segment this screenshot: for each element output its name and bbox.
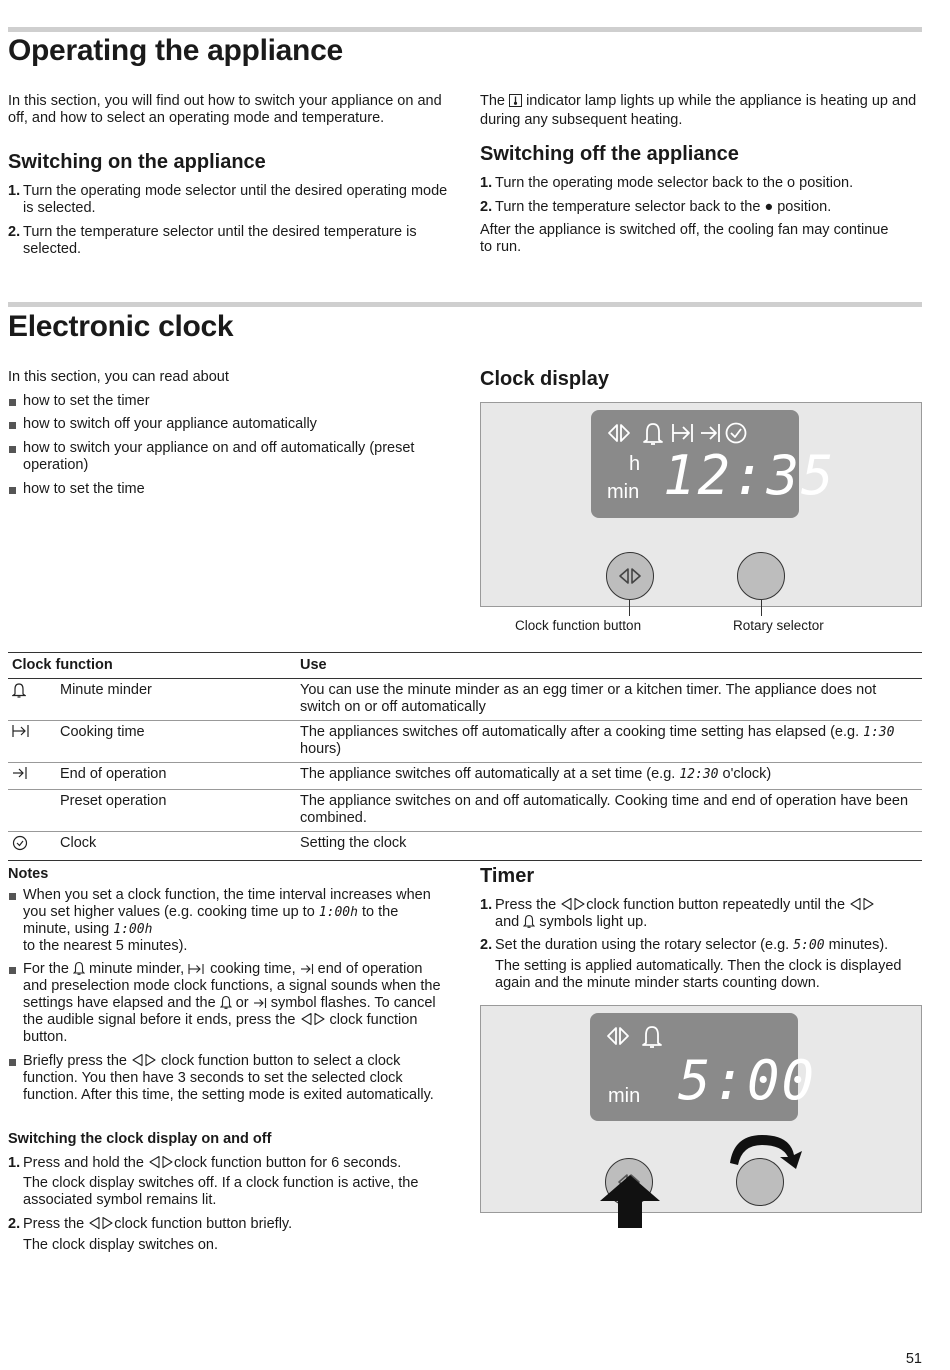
- end-operation-icon: [253, 997, 267, 1009]
- step-text: minutes).: [828, 937, 889, 953]
- bell-icon: [8, 679, 56, 721]
- function-name: Clock: [56, 832, 296, 861]
- on-step-2: [8, 224, 452, 258]
- step-text: Set the duration using the rotary selector (e.g.: [495, 937, 790, 953]
- step-text: Turn the operating mode selector until the desired operating mode is selected.: [23, 183, 448, 216]
- note-text: Briefly press the: [23, 1053, 127, 1069]
- step-text: clock function button repeatedly until the: [586, 897, 846, 913]
- lcd-value: 12:30: [679, 767, 719, 782]
- hours-label: h: [629, 453, 641, 475]
- bullet-item: [8, 481, 448, 498]
- bullet-marker: [9, 893, 16, 900]
- indicator-text-pre: The: [480, 93, 505, 109]
- press-arrow-icon: [598, 1173, 662, 1229]
- bullet-item: [8, 393, 448, 410]
- end-operation-icon: [300, 963, 314, 975]
- step-text: clock function button briefly.: [114, 1216, 293, 1232]
- indicator-text-post: indicator lamp lights up while the appliance is heating up and during any subsequent heating.: [480, 93, 917, 128]
- step-text: Turn the operating mode selector back to the o position.: [495, 175, 854, 191]
- notes-heading: Notes: [8, 866, 49, 882]
- switch-step-1: [8, 1155, 448, 1172]
- caption-rotary-selector: Rotary selector: [733, 618, 824, 633]
- bell-icon: [73, 961, 85, 975]
- table-row: [8, 721, 922, 763]
- header-clock-function: Clock function: [8, 653, 296, 679]
- note-text: For the: [23, 961, 69, 977]
- clock-intro: In this section, you can read about: [8, 369, 229, 385]
- table-row: [8, 790, 922, 832]
- bullet-marker: [9, 487, 16, 494]
- clock-function-icon: [88, 1216, 114, 1230]
- minutes-label: min: [608, 1085, 641, 1107]
- caption-clock-function-button: Clock function button: [515, 618, 642, 633]
- timer-display-panel: [480, 1005, 922, 1213]
- switch-step-1-note: The clock display switches off. If a clock function is active, the associated symbol remains lit.: [23, 1175, 419, 1208]
- clock-function-table: [8, 652, 922, 861]
- step-number: 2.: [480, 937, 493, 953]
- clock-icon: [8, 832, 56, 861]
- switch-step-2: [8, 1216, 448, 1233]
- bell-icon: [220, 995, 232, 1009]
- table-header-row: [8, 653, 922, 679]
- function-name: Minute minder: [56, 679, 296, 721]
- step-text: clock function button for 6 seconds.: [173, 1155, 402, 1171]
- off-step-2: [480, 199, 920, 216]
- bullet-text: how to set the time: [23, 481, 145, 497]
- lcd-value: 1:30: [863, 725, 895, 740]
- clock-function-icon: [300, 1012, 326, 1026]
- bullet-marker: [9, 399, 16, 406]
- time-readout: 12:35: [663, 444, 836, 507]
- clock-display-panel: [480, 402, 922, 607]
- bullet-marker: [9, 422, 16, 429]
- step-text: Press the: [495, 897, 557, 913]
- switch-step-2-note: The clock display switches on.: [23, 1237, 219, 1253]
- function-use: [296, 763, 922, 790]
- function-name: Preset operation: [56, 790, 296, 832]
- lcd-value: 1:00h: [318, 905, 358, 920]
- function-name: Cooking time: [56, 721, 296, 763]
- note-text: clock function button.: [23, 1012, 418, 1045]
- clock-function-icon: [131, 1053, 157, 1067]
- rotate-arrow-icon: [716, 1125, 808, 1169]
- timer-step-2-note: The setting is applied automatically. Then the clock is displayed again and the minute minder starts counting down.: [495, 958, 902, 991]
- empty-icon-cell: [8, 790, 56, 832]
- clock-display-heading: Clock display: [480, 368, 609, 390]
- timer-screen: [590, 1013, 817, 1121]
- step-text: symbols light up.: [539, 914, 648, 930]
- off-step-1: [480, 175, 920, 192]
- step-text: Turn the temperature selector until the desired temperature is selected.: [23, 224, 417, 257]
- indicator-paragraph: [480, 93, 920, 129]
- function-use: You can use the minute minder as an egg timer or a kitchen timer. The appliance does not switch on or off automatically: [296, 679, 922, 721]
- step-number: 2.: [8, 224, 21, 240]
- timer-step-2: [480, 937, 925, 954]
- cooling-fan-note: After the appliance is switched off, the cooling fan may continue to run.: [480, 222, 889, 255]
- note-text: or: [235, 995, 249, 1011]
- timer-step-1: [480, 897, 922, 931]
- note-text: clock function button to select a clock function. You then have 3 seconds to set the selected clock function. After this time, the setting mode is exited automatically.: [23, 1053, 434, 1103]
- bullet-text: how to switch off your appliance automatically: [23, 416, 317, 432]
- note-item: When you set a clock function, the time interval increases when you set higher values (e.g. cooking time up to 1:00h to the minute, using 1:00h to the nearest 5 minutes).: [8, 887, 448, 955]
- clock-function-symbols: [607, 420, 757, 446]
- function-use: Setting the clock: [296, 832, 922, 861]
- cooking-time-icon: [8, 721, 56, 763]
- use-text: The appliance switches off automatically at a set time (e.g.: [300, 766, 676, 782]
- note-text: end of operation and preselection mode clock functions, a signal sounds when the settings have elapsed and the: [23, 961, 441, 1011]
- callout-line: [629, 600, 630, 616]
- function-name: End of operation: [56, 763, 296, 790]
- minutes-label: min: [607, 481, 640, 503]
- clock-function-icon: [849, 897, 875, 911]
- on-step-1: [8, 183, 452, 217]
- cooking-time-icon: [188, 963, 206, 975]
- operating-intro: In this section, you will find out how to switch your appliance on and off, and how to select an operating mode and temperature.: [8, 93, 442, 126]
- note-item: [8, 1053, 448, 1104]
- section-title-operating: Operating the appliance: [8, 34, 343, 67]
- clock-function-icon: [560, 897, 586, 911]
- step-number: 2.: [8, 1216, 21, 1232]
- use-text: o'clock): [722, 766, 772, 782]
- bullet-text: how to set the timer: [23, 393, 150, 409]
- step-text: and: [495, 914, 520, 930]
- note-text: minute minder,: [89, 961, 185, 977]
- clock-function-button[interactable]: [606, 552, 654, 600]
- step-text: Turn the temperature selector back to the ● position.: [495, 199, 832, 215]
- table-row: [8, 679, 922, 721]
- clock-function-icon: [148, 1155, 174, 1169]
- table-row: [8, 832, 922, 861]
- step-number: 1.: [8, 1155, 21, 1171]
- bullet-marker: [9, 1059, 16, 1066]
- function-use: [296, 721, 922, 763]
- step-number: 1.: [8, 183, 21, 199]
- use-text: hours): [300, 741, 342, 757]
- note-text: to the nearest 5 minutes).: [23, 938, 188, 954]
- bullet-item: [8, 440, 448, 474]
- timer-function-symbols: [606, 1023, 670, 1049]
- step-number: 1.: [480, 175, 493, 191]
- clock-function-icon: [618, 566, 642, 586]
- lcd-value: 5:00: [793, 938, 825, 953]
- bullet-text: how to switch your appliance on and off automatically (preset operation): [23, 440, 415, 473]
- function-use: The appliance switches on and off automatically. Cooking time and end of operation have been combined.: [296, 790, 922, 832]
- note-text: symbol flashes. To cancel the audible signal before it ends, press the: [23, 995, 436, 1028]
- page-number: 51: [905, 1351, 922, 1367]
- bell-icon: [523, 914, 535, 928]
- switching-on-heading: Switching on the appliance: [8, 151, 266, 173]
- use-text: The appliances switches off automatically after a cooking time setting has elapsed (e.g.: [300, 724, 860, 740]
- bullet-item: [8, 416, 448, 433]
- table-row: [8, 763, 922, 790]
- rotary-selector[interactable]: [737, 552, 785, 600]
- heating-indicator-icon: [509, 94, 522, 112]
- bullet-marker: [9, 967, 16, 974]
- section-divider: [8, 27, 922, 32]
- note-text: cooking time,: [210, 961, 296, 977]
- timer-heading: Timer: [480, 865, 535, 887]
- section-title-clock: Electronic clock: [8, 310, 234, 343]
- step-text: Press and hold the: [23, 1155, 144, 1171]
- note-text: When you set a clock function, the time interval increases when you set higher values (e.g. cooking time up to: [23, 887, 431, 920]
- callout-line: [761, 600, 762, 616]
- clock-screen: [591, 410, 836, 518]
- step-text: Press the: [23, 1216, 85, 1232]
- header-use: Use: [296, 653, 922, 679]
- switching-off-heading: Switching off the appliance: [480, 143, 739, 165]
- switching-display-heading: Switching the clock display on and off: [8, 1131, 272, 1147]
- lcd-value: 1:00h: [113, 922, 153, 937]
- timer-readout: 5:00: [678, 1049, 817, 1112]
- bullet-marker: [9, 446, 16, 453]
- section-divider: [8, 302, 922, 307]
- step-number: 2.: [480, 199, 493, 215]
- step-number: 1.: [480, 897, 493, 913]
- note-item: [8, 961, 448, 1046]
- end-operation-icon: [8, 763, 56, 790]
